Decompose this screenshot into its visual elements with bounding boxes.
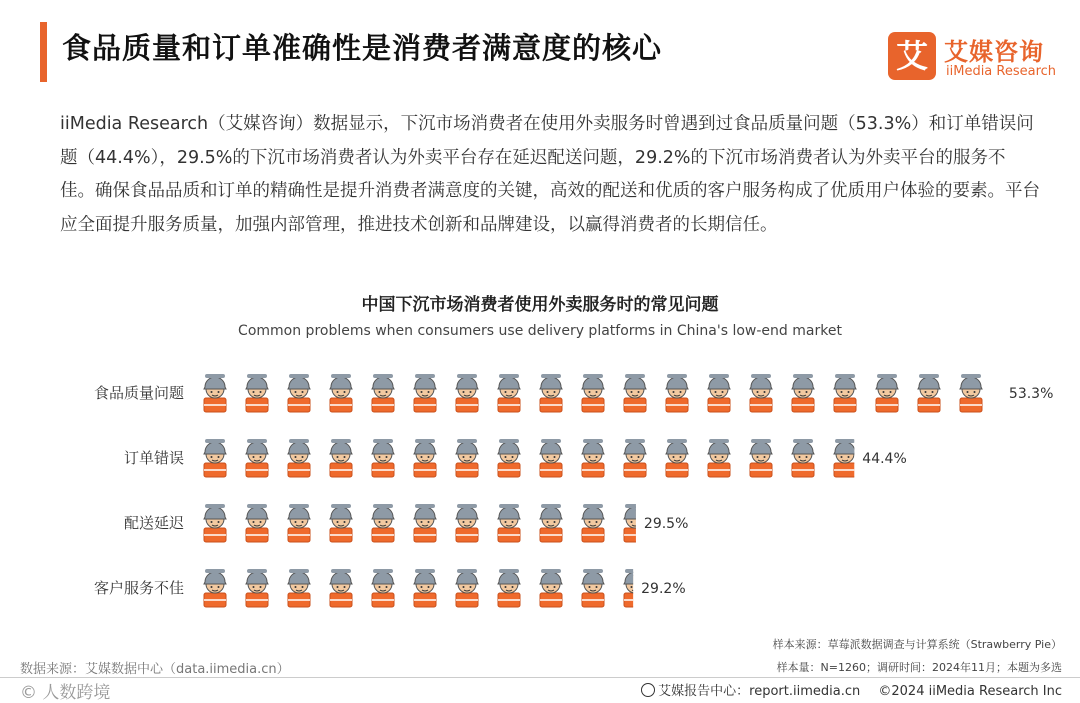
delivery-person-icon bbox=[246, 569, 268, 607]
chart-subtitle: Common problems when consumers use delivery platforms in China's low-end market bbox=[238, 323, 842, 339]
delivery-person-icon bbox=[204, 569, 226, 607]
footer-right bbox=[641, 680, 1062, 699]
delivery-person-icon bbox=[246, 374, 268, 412]
delivery-person-icon bbox=[960, 374, 982, 412]
logo-chinese-name: 艾媒咨询 bbox=[944, 38, 1044, 66]
category-label: 食品质量问题 bbox=[93, 384, 184, 402]
footer-divider bbox=[0, 677, 1080, 678]
delivery-person-icon bbox=[624, 374, 646, 412]
delivery-person-icon bbox=[414, 569, 436, 607]
delivery-person-icon bbox=[540, 569, 562, 607]
category-label: 订单错误 bbox=[123, 449, 184, 467]
value-label: 29.5% bbox=[643, 516, 689, 532]
delivery-person-icon bbox=[456, 504, 478, 542]
delivery-person-icon bbox=[876, 374, 898, 412]
sample-source-note: 样本来源：草莓派数据调查与计算系统（Strawberry Pie） bbox=[772, 638, 1062, 651]
delivery-person-icon bbox=[288, 374, 310, 412]
chart-row-2 bbox=[124, 439, 907, 477]
summary-paragraph: iiMedia Research（艾媒咨询）数据显示，下沉市场消费者在使用外卖服务时曾遇到过食品质量问题（53.3%）和订单错误问题（44.4%），29.5%的下沉市场消费者认为外卖平台存在延迟配送问题，29.2%的下沉市场消费者认为外卖平台的服务不佳。确保食品品质和订单的精确性是提升消费者满意度的关键，高效的配送和优质的客户服务构成了优质用户体验的要素。平台应全面提升服务质量，加强内部管理，推进技术创新和品牌建设，以赢得消费者的长期信任。 bbox=[60, 114, 1040, 235]
delivery-person-icon bbox=[666, 374, 688, 412]
watermark: © 人数跨境 bbox=[20, 683, 111, 703]
delivery-person-icon bbox=[750, 439, 772, 477]
delivery-person-icon bbox=[204, 504, 226, 542]
delivery-person-icon bbox=[372, 569, 394, 607]
delivery-person-icon bbox=[750, 374, 772, 412]
delivery-person-icon bbox=[624, 504, 646, 542]
value-label: 29.2% bbox=[641, 581, 686, 597]
delivery-person-icon bbox=[708, 439, 730, 477]
chart-row-4 bbox=[94, 569, 686, 607]
delivery-person-icon bbox=[792, 439, 814, 477]
delivery-person-icon bbox=[288, 504, 310, 542]
chart-row-3 bbox=[124, 504, 688, 542]
delivery-person-icon bbox=[414, 504, 436, 542]
delivery-person-icon bbox=[330, 569, 352, 607]
delivery-person-icon bbox=[414, 374, 436, 412]
delivery-person-icon bbox=[540, 374, 562, 412]
iimedia-logo[interactable] bbox=[888, 32, 1064, 82]
globe-icon bbox=[641, 683, 655, 697]
category-label: 客户服务不佳 bbox=[93, 579, 184, 597]
delivery-person-icon bbox=[456, 569, 478, 607]
report-center-link[interactable]: 艾媒报告中心：report.iimedia.cn bbox=[658, 684, 861, 699]
delivery-person-icon bbox=[540, 504, 562, 542]
delivery-person-icon bbox=[288, 569, 310, 607]
delivery-person-icon bbox=[498, 374, 520, 412]
delivery-person-icon bbox=[372, 504, 394, 542]
delivery-person-icon bbox=[414, 439, 436, 477]
data-source-note: 数据来源：艾媒数据中心（data.iimedia.cn） bbox=[20, 662, 290, 677]
value-label: 44.4% bbox=[862, 451, 907, 467]
delivery-person-icon bbox=[288, 439, 310, 477]
delivery-person-icon bbox=[330, 504, 352, 542]
delivery-person-icon bbox=[246, 504, 268, 542]
sample-size-note: 样本量：N=1260；调研时间：2024年11月；本题为多选 bbox=[776, 661, 1062, 674]
delivery-person-icon bbox=[624, 439, 646, 477]
delivery-person-icon bbox=[582, 374, 604, 412]
delivery-person-icon bbox=[204, 374, 226, 412]
delivery-person-icon bbox=[456, 374, 478, 412]
delivery-person-icon bbox=[792, 374, 814, 412]
delivery-person-icon bbox=[540, 439, 562, 477]
page-title: 食品质量和订单准确性是消费者满意度的核心 bbox=[62, 31, 663, 65]
delivery-person-icon bbox=[834, 374, 856, 412]
chart-row-1 bbox=[94, 374, 1053, 412]
delivery-person-icon bbox=[582, 504, 604, 542]
logo-english-name: iiMedia Research bbox=[946, 64, 1057, 79]
delivery-person-icon bbox=[708, 374, 730, 412]
delivery-person-icon bbox=[246, 439, 268, 477]
delivery-person-icon bbox=[498, 569, 520, 607]
delivery-person-icon bbox=[582, 569, 604, 607]
category-label: 配送延迟 bbox=[123, 514, 184, 532]
delivery-person-icon bbox=[372, 439, 394, 477]
delivery-person-icon bbox=[372, 374, 394, 412]
delivery-person-icon bbox=[498, 439, 520, 477]
delivery-person-icon bbox=[666, 439, 688, 477]
delivery-person-icon bbox=[456, 439, 478, 477]
delivery-person-icon bbox=[498, 504, 520, 542]
delivery-person-icon bbox=[582, 439, 604, 477]
delivery-person-icon bbox=[918, 374, 940, 412]
copyright: ©2024 iiMedia Research Inc bbox=[878, 684, 1062, 699]
delivery-person-icon bbox=[330, 374, 352, 412]
logo-mark: 艾 bbox=[888, 32, 936, 80]
delivery-person-icon bbox=[834, 439, 856, 477]
value-label: 53.3% bbox=[1008, 386, 1054, 402]
delivery-person-icon bbox=[330, 439, 352, 477]
title-accent-bar bbox=[40, 22, 47, 82]
delivery-person-icon bbox=[204, 439, 226, 477]
chart-title: 中国下沉市场消费者使用外卖服务时的常见问题 bbox=[361, 295, 719, 315]
pictogram-chart bbox=[0, 350, 1080, 630]
